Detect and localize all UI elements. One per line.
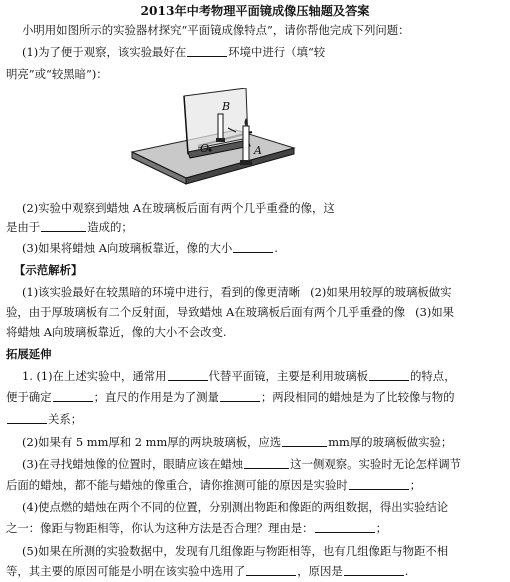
question-2: (2)实验中观察到蜡烛 A在玻璃板后面有两个几乎重叠的像，这 <box>22 201 335 215</box>
e4-text-b: 之一：像距与物距相等，你认为这种方法是否合理？理由是： <box>6 521 314 535</box>
e5-blank-1[interactable] <box>246 563 296 576</box>
question-3 <box>22 240 278 257</box>
e5-text-c: ，原因是 <box>297 564 343 578</box>
e3-text-d: ； <box>409 478 422 492</box>
intro-text: 小明用如图所示的实验器材探究“平面镜成像特点”，请你帮他完成下列问题： <box>22 23 410 37</box>
e3-text-a: (3)在寻找蜡烛像的位置时，眼睛应该在蜡烛 <box>22 457 244 471</box>
q2-text-a: 是由于 <box>6 220 41 234</box>
extension-q5: (5)如果在所测的实验数据中，发现有几组像距与物距相等，也有几组像距与物距不相 <box>22 544 449 558</box>
candle-b-base <box>216 138 225 142</box>
e1-text-g: 关系； <box>48 412 83 426</box>
q2-text-b: 造成的； <box>87 220 133 234</box>
e3-blank-1[interactable] <box>244 456 289 469</box>
e1-text-f: ；两段相同的蜡烛是为了比较像与物的 <box>260 390 455 404</box>
extension-q3-cont <box>6 477 421 494</box>
page-title: 2013年中考物理平面镜成像压轴题及答案 <box>140 4 370 18</box>
e3-blank-2[interactable] <box>349 477 409 490</box>
example-line-1a: (1)该实验最好在较黑暗的环境中进行，看到的像更清晰 <box>22 285 301 299</box>
e1-text-a: 1. (1)在上述实验中，通常用 <box>22 369 167 383</box>
extension-header: 拓展延伸 <box>6 347 52 361</box>
e1-blank-5[interactable] <box>7 411 47 424</box>
q3-answer-blank[interactable] <box>233 240 273 253</box>
e3-text-b: 这一侧观察。实验时无论怎样调节 <box>290 457 462 471</box>
e1-text-d: 便于确定 <box>6 390 52 404</box>
question-1-cont: 明亮”或“较黑暗”)： <box>6 67 108 81</box>
candle-b <box>218 114 223 140</box>
extension-q3 <box>22 456 461 473</box>
candle-a-base <box>240 160 252 165</box>
q1-text-a: (1)为了便于观察，该实验最好在 <box>22 45 187 59</box>
example-header: 【示范解析】 <box>14 263 83 277</box>
e5-blank-2[interactable] <box>344 563 404 576</box>
figure-label-a: A <box>254 144 262 157</box>
example-line-2b: (3)如果 <box>415 305 455 319</box>
question-2-cont <box>6 219 133 236</box>
figure-label-o: O <box>200 142 210 155</box>
q2-answer-blank[interactable] <box>41 219 86 232</box>
e5-text-b: 等，其主要的原因可能是小明在该实验中选用了 <box>6 564 246 578</box>
e4-blank[interactable] <box>315 520 375 533</box>
question-1 <box>22 44 325 61</box>
e2-text-a: (2)如果有 5 mm厚和 2 mm厚的两块玻璃板，应选 <box>22 435 282 449</box>
e2-blank[interactable] <box>282 434 327 447</box>
e3-text-c: 后面的蜡烛，都不能与蜡烛的像重合，请你推测可能的原因是实验时 <box>6 478 348 492</box>
e1-blank-3[interactable] <box>53 389 93 402</box>
extension-q1 <box>22 368 456 385</box>
q3-text-a: (3)如果将蜡烛 A向玻璃板靠近，像的大小 <box>22 241 233 255</box>
candle-a <box>243 126 249 162</box>
example-line-1 <box>22 284 452 301</box>
e1-text-b: 代替平面镜，主要是利用玻璃板 <box>208 369 369 383</box>
extension-q4: (4)使点燃的蜡烛在两个不同的位置，分别测出物距和像距的两组数据，得出实验结论 <box>22 500 449 514</box>
extension-q2 <box>22 434 452 451</box>
extension-q5-cont <box>6 563 408 580</box>
example-line-1b: (2)如果用较厚的玻璃板做实 <box>310 285 452 299</box>
example-line-2 <box>6 304 454 321</box>
example-line-2a: 验，由于厚玻璃板有二个反射面，导致蜡烛 A在玻璃板后面有两个几乎重叠的像 <box>6 305 406 319</box>
e1-text-e: ；直尺的作用是为了测量 <box>93 390 219 404</box>
experiment-figure <box>128 88 318 196</box>
extension-q1-cont2 <box>6 411 82 428</box>
e1-blank-4[interactable] <box>220 389 260 402</box>
e5-text-d: . <box>404 564 409 578</box>
e4-text-c: ； <box>375 521 387 535</box>
e1-text-c: 的特点， <box>410 369 456 383</box>
q1-answer-blank[interactable] <box>187 44 227 57</box>
figure-label-b: B <box>222 100 231 113</box>
extension-q4-cont <box>6 520 387 537</box>
e2-text-b: mm厚的玻璃板做实验； <box>328 435 453 449</box>
extension-q1-cont <box>6 389 455 406</box>
e1-blank-1[interactable] <box>168 368 208 381</box>
q1-text-b: 环境中进行（填“较 <box>228 45 326 59</box>
example-line-3: 将蜡烛 A向玻璃板靠近，像的大小不会改变. <box>6 325 227 339</box>
e1-blank-2[interactable] <box>369 368 409 381</box>
q3-text-b: . <box>274 241 278 255</box>
